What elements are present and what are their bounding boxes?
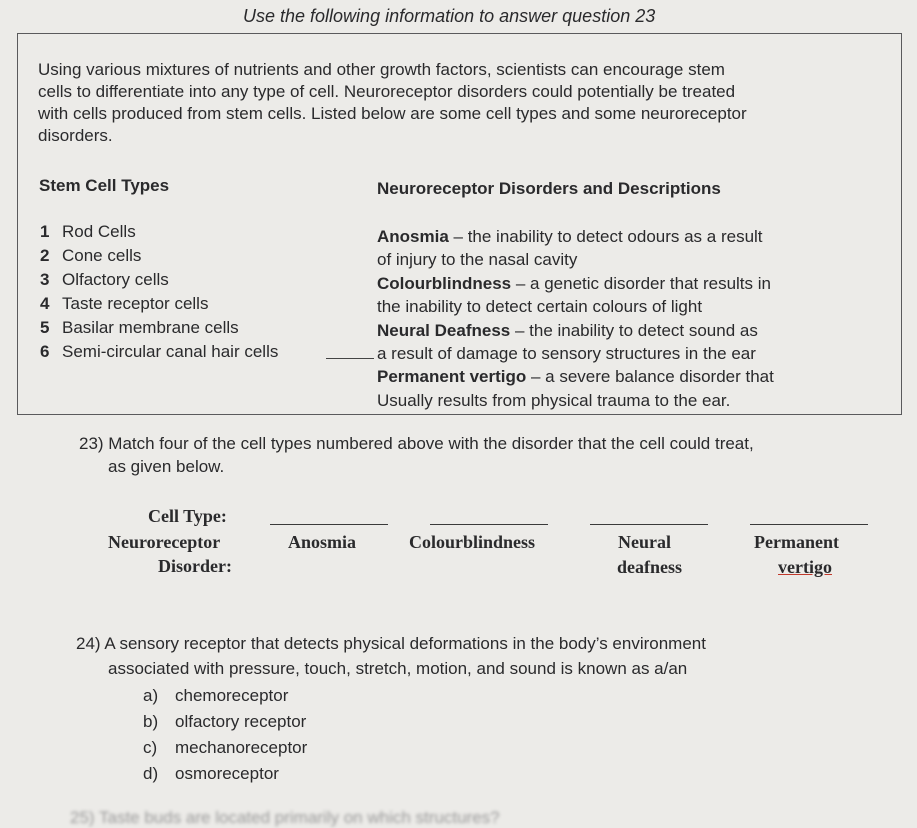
question-23-line: 23) Match four of the cell types numbered above with the disorder that the cell could treat,	[79, 434, 754, 453]
answer-anosmia: Anosmia	[288, 532, 357, 552]
answer-vertigo: vertigo	[778, 557, 832, 577]
answer-colourblindness: Colourblindness	[409, 532, 536, 552]
answer-blank[interactable]	[590, 524, 708, 525]
list-item: 3 Olfactory cells	[40, 270, 169, 289]
disorder-description: the inability to detect certain colours of light	[377, 297, 703, 317]
option-d[interactable]: d) osmoreceptor	[143, 764, 279, 783]
disorder-list	[377, 225, 774, 412]
question-24-line: 24) A sensory receptor that detects physical deformations in the body’s environment	[76, 634, 706, 653]
stem-cell-types-header: Stem Cell Types	[39, 176, 170, 195]
disorder-label: Disorder:	[158, 556, 232, 576]
stem-cell-list	[40, 220, 278, 364]
disorder-anosmia: Anosmia – the inability to detect odours as a result	[377, 227, 763, 246]
list-item: 1 Rod Cells	[40, 222, 136, 241]
handwritten-connector-line	[326, 358, 374, 359]
list-item: 5 Basilar membrane cells	[40, 318, 239, 337]
intro-paragraph	[38, 59, 898, 147]
option-c[interactable]: c) mechanoreceptor	[143, 738, 308, 757]
disorder-description: a result of damage to sensory structures in the ear	[377, 344, 756, 364]
disorders-header: Neuroreceptor Disorders and Descriptions	[377, 179, 721, 198]
disorder-description: of injury to the nasal cavity	[377, 250, 578, 270]
question-23-line: as given below.	[108, 457, 225, 476]
option-b[interactable]: b) olfactory receptor	[143, 712, 307, 731]
disorder-colourblindness: Colourblindness – a genetic disorder that results in	[377, 273, 771, 293]
disorder-permanent-vertigo: Permanent vertigo – a severe balance disorder that	[377, 367, 774, 387]
list-item: 2 Cone cells	[40, 246, 142, 265]
answer-blank[interactable]	[430, 524, 548, 525]
question-25-cutoff: 25) Taste buds are located primarily on which structures?	[70, 808, 500, 827]
intro-line: disorders.	[38, 126, 113, 145]
intro-line: Using various mixtures of nutrients and other growth factors, scientists can encourage stem	[38, 60, 725, 79]
question-24-line: associated with pressure, touch, stretch, motion, and sound is known as a/an	[108, 659, 688, 678]
option-a[interactable]: a) chemoreceptor	[143, 686, 289, 705]
disorder-neural-deafness: Neural Deafness – the inability to detect sound as	[377, 320, 758, 340]
intro-line: with cells produced from stem cells. Listed below are some cell types and some neuroreceptor	[38, 104, 747, 123]
disorder-description: Usually results from physical trauma to the ear.	[377, 390, 731, 410]
answer-blank[interactable]	[270, 524, 388, 525]
answer-deafness: deafness	[617, 557, 683, 577]
list-item: 4 Taste receptor cells	[40, 294, 209, 313]
list-item: 6 Semi-circular canal hair cells	[40, 342, 279, 361]
intro-line: cells to differentiate into any type of cell. Neuroreceptor disorders could potentially be treated	[38, 82, 736, 101]
question-24-options	[143, 683, 307, 787]
answer-permanent: Permanent	[754, 532, 839, 552]
answer-neural: Neural	[618, 532, 671, 552]
answer-blank[interactable]	[750, 524, 868, 525]
cell-type-label: Cell Type:	[148, 506, 227, 526]
passage-title: Use the following information to answer question 23	[243, 6, 656, 26]
disorder-label: Neuroreceptor	[108, 532, 221, 552]
